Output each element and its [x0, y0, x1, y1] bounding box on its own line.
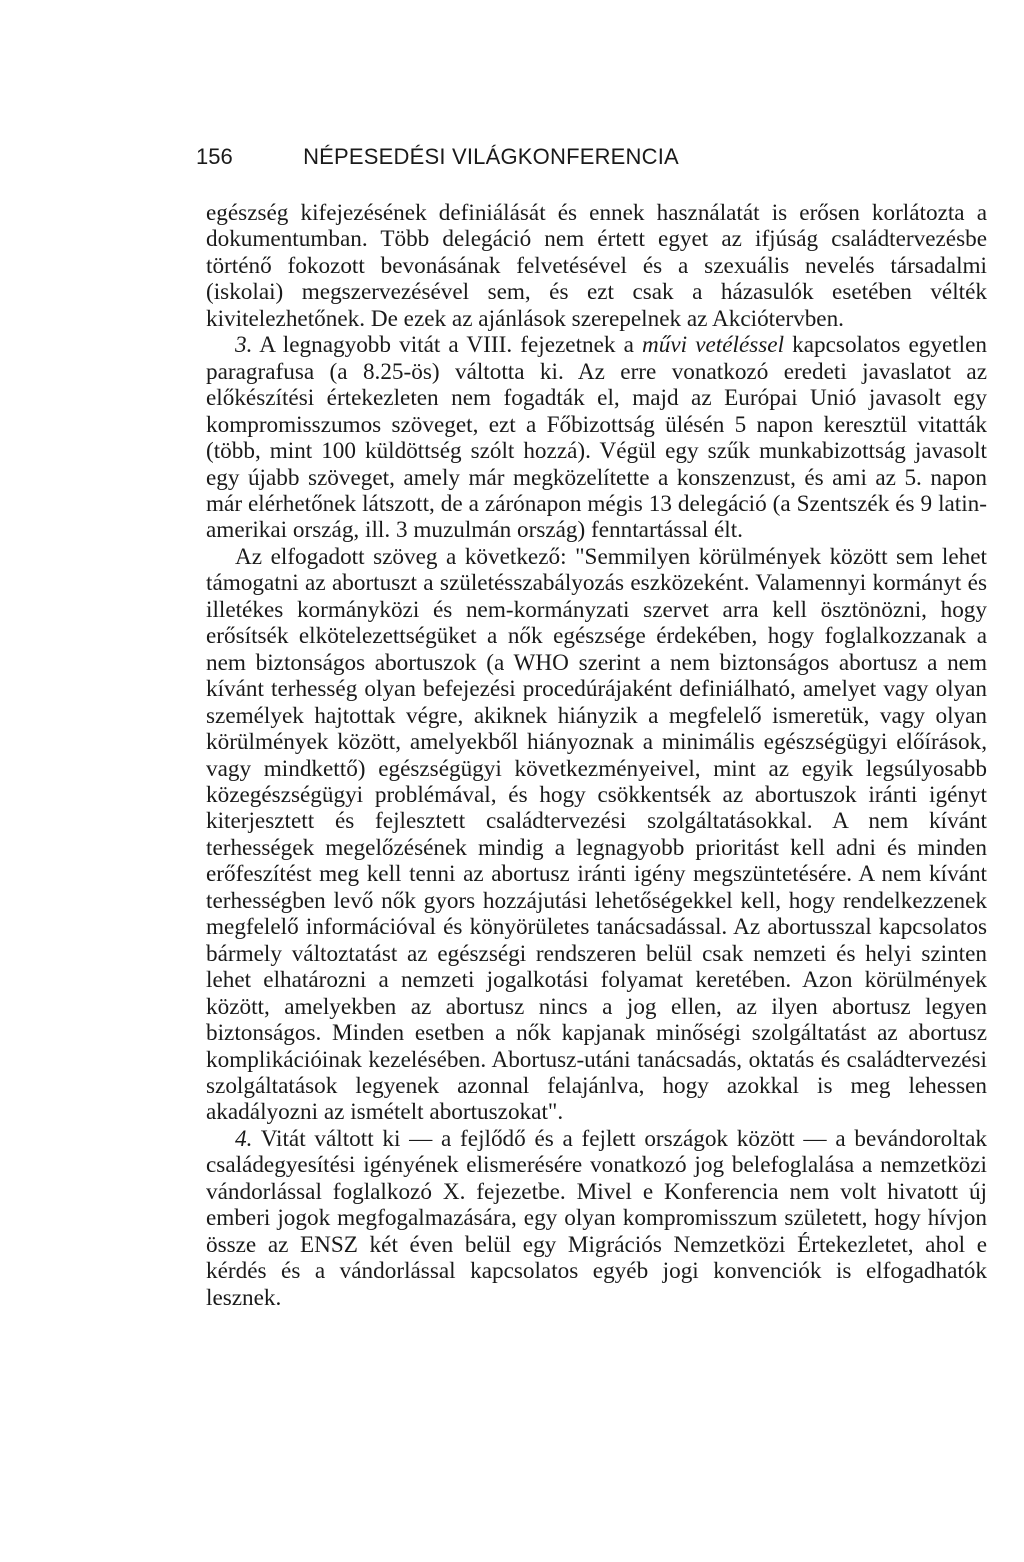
page-number: 156: [196, 144, 233, 169]
item-number-3: 3.: [235, 332, 253, 359]
item-number-4: 4.: [235, 1125, 253, 1152]
paragraph-1: egészség kifejezésének definiálását és ennek használatát is erősen korlátozta a dokumentumban. Több delegáció nem értett egyet az ifjúság családtervezésbe történő fokozott bevonásának felvetésével és a szexuális nevelés társadalmi (iskolai) megszervezésével sem, és ezt csak a házasulók esetében vélték kivitelezhetőnek. De ezek az ajánlások szerepelnek az Akciótervben.: [206, 200, 987, 332]
emphasis-muvi-veteles: művi vetéléssel: [642, 332, 785, 359]
paragraph-2-text-b: kapcsolatos egyetlen paragrafusa (a 8.25-ös) váltotta ki. Az erre vonatkozó eredeti javaslatot az előkészítési értekezleten nem fogadták el, majd az Európai Unió javasolt egy kompromisszumos szöveget, ezt a Főbizottság ülésén 5 napon keresztül vitatták (több, mint 100 küldöttség szólt hozzá). Végül egy szűk munkabizottság javasolt egy újabb szöveget, amely már megközelítette a konszenzust, és ami az 5. napon már elérhetőnek látszott, de a zárónapon mégis 13 delegáció (a Szentszék és 9 latin-amerikai ország, ill. 3 muzulmán ország) fenntartással élt.: [206, 332, 987, 544]
running-head: [196, 140, 786, 174]
paragraph-4-text: Vitát váltott ki — a fejlődő és a fejlett országok között — a bevándoroltak családegyesítési igényének elismerésére vonatkozó jog belefoglalása a nemzetközi vándorlással foglalkozó X. fejezetbe. Mivel e Konferencia nem volt hivatott új emberi jogok megfogalmazására, egy olyan kompromisszum született, hogy hívjon össze az ENSZ két éven belül egy Migrációs Nemzetközi Értekezletet, ahol e kérdés és a vándorlással kapcsolatos egyéb jogi konvenciók is elfogadhatók lesznek.: [206, 1125, 987, 1311]
paragraph-2: [206, 332, 987, 544]
paragraph-2-text-a: A legnagyobb vitát a VIII. fejezetnek a: [252, 332, 643, 359]
running-title: NÉPESEDÉSI VILÁGKONFERENCIA: [303, 144, 679, 169]
paragraph-4: [206, 1126, 987, 1311]
body-text: [206, 200, 987, 1311]
paragraph-3-quotation: Az elfogadott szöveg a következő: "Semmilyen körülmények között sem lehet támogatni az abortuszt a születésszabályozás eszközeként. Valamennyi kormányt és illetékes kormányközi és nem-kormányzati szervet arra kell ösztönözni, hogy erősítsék elkötelezettségüket a nők egészsége érdekében, hogy foglalkozzanak a nem biztonságos abortuszok (a WHO szerint a nem biztonságos abortusz a nem kívánt terhesség olyan befejezési procedúrájaként definiálható, amelyet vagy olyan személyek hajtottak végre, akiknek hiányzik a megfelelő ismeretük, vagy olyan körülmények között, amelyekből hiányoznak a minimális egészségügyi előírások, vagy mindkettő) egészségügyi következményeivel, mint az egyik legsúlyosabb közegészségügyi problémával, és hogy csökkentsék az abortuszok iránti igényt kiterjesztett és fejlesztett családtervezési szolgáltatásokkal. A nem kívánt terhességek megelőzésének mindig a legnagyobb prioritást kell adni és minden erőfeszítést meg kell tenni az abortusz iránti igény megszüntetésére. A nem kívánt terhességben levő nők gyors hozzájutási lehetőségekkel kell, hogy rendelkezzenek megfelelő információval és könyörületes tanácsadással. Az abortusszal kapcsolatos bármely változtatást az egészségi rendszeren belül csak nemzeti és helyi szinten lehet elhatározni a nemzeti jogalkotási folyamat keretében. Azon körülmények között, amelyekben az abortusz nincs a jog ellen, az ilyen abortusz legyen biztonságos. Minden esetben a nők kapjanak minőségi szolgáltatást az abortusz komplikációinak kezelésében. Abortusz-utáni tanácsadás, oktatás és családtervezési szolgáltatások legyenek azonnal felajánlva, hogy azokkal is meg lehessen akadályozni az ismételt abortuszokat".: [206, 543, 987, 1126]
